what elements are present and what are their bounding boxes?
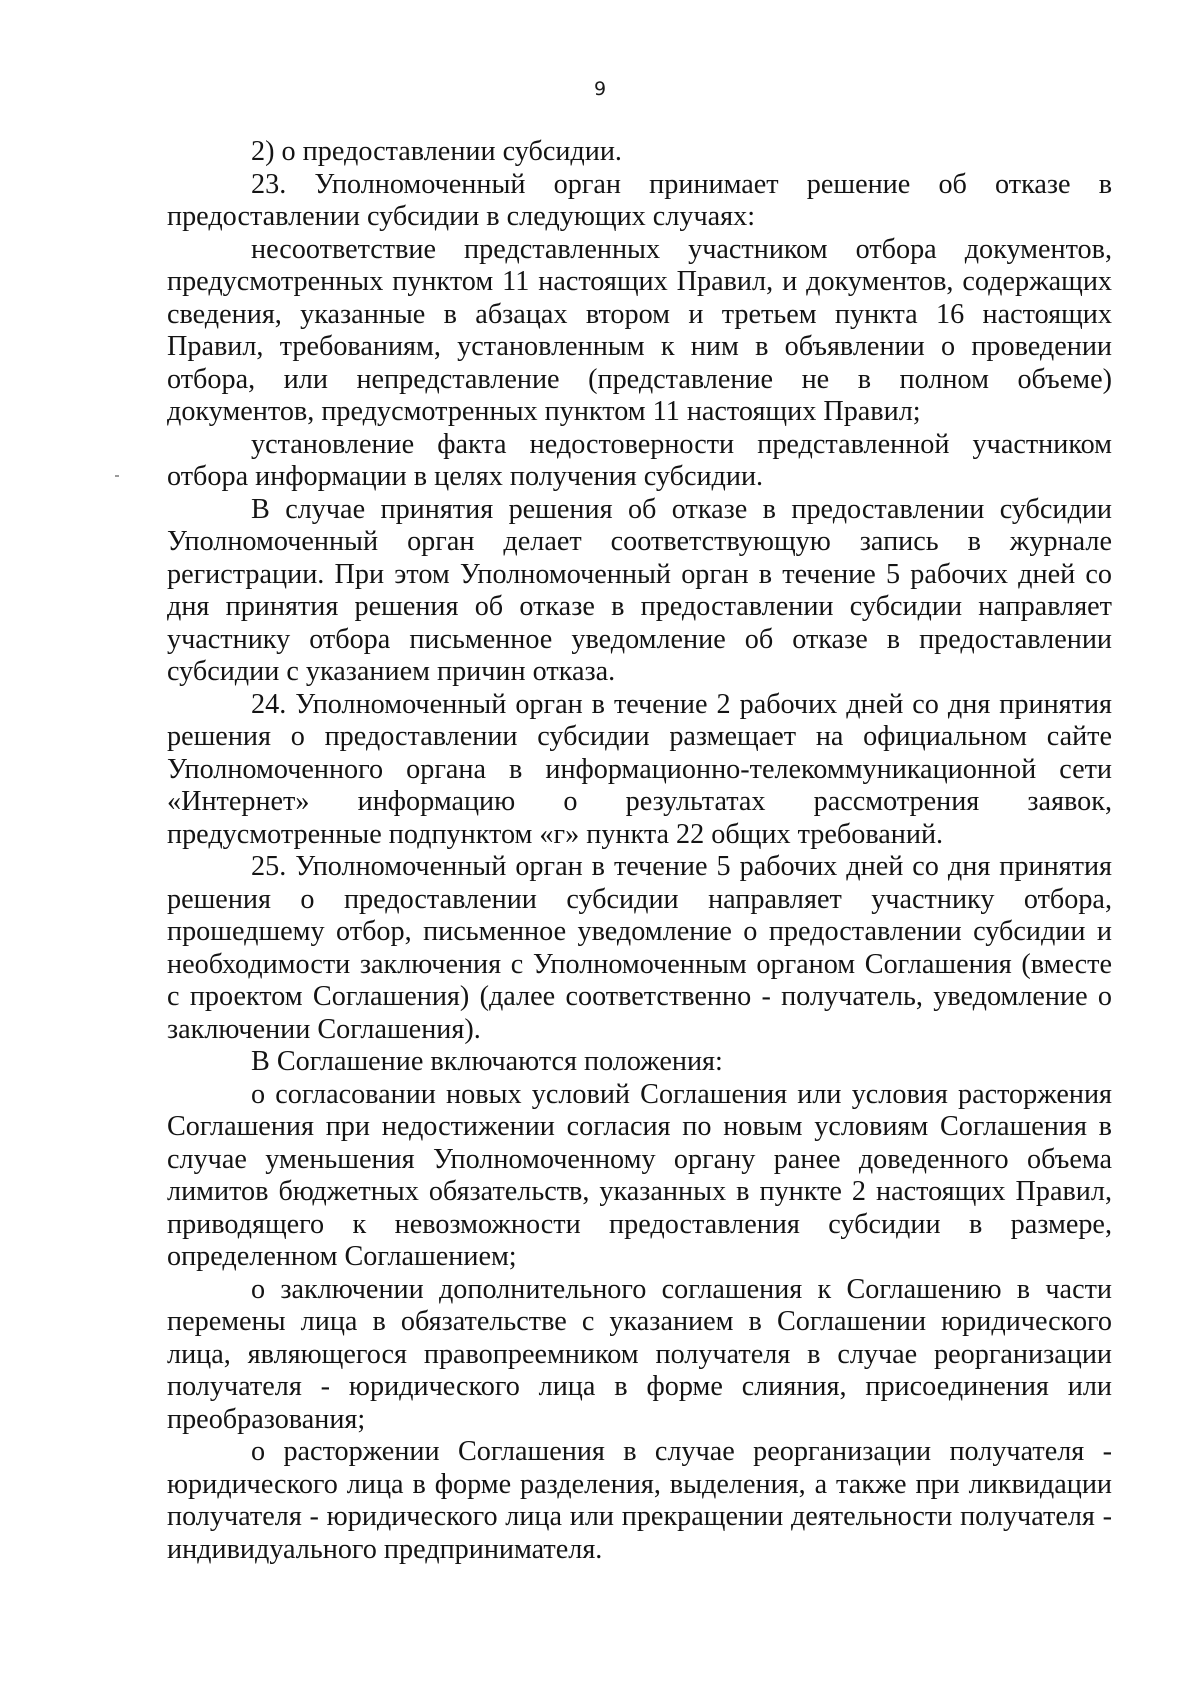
page-number: 9: [593, 78, 607, 100]
paragraph-24: 24. Уполномоченный орган в течение 2 рабочих дней со дня принятия решения о предоставлении субсидии размещает на официальном сайте Уполномоченного органа в информационно-телекоммуникационной сети «Интернет» информацию о результатах рассмотрения заявок, предусмотренные подпунктом «г» пункта 22 общих требований.: [167, 688, 1112, 850]
paragraph-subitem-2: 2) о предоставлении субсидии.: [251, 136, 622, 167]
paragraph-25-provision-termination: о расторжении Соглашения в случае реорганизации получателя - юридического лица в форме разделения, выделения, а также при ликвидации получателя - юридического лица или прекращении деятельности получателя - индивидуального предпринимателя.: [167, 1436, 1112, 1565]
paragraph-25-provisions-intro: В Соглашение включаются положения:: [251, 1046, 723, 1077]
paragraph-25: 25. Уполномоченный орган в течение 5 рабочих дней со дня принятия решения о предоставлении субсидии направляет участнику отбора, прошедшему отбор, письменное уведомление о предоставлении субсидии и необходимости заключения с Уполномоченным органом Соглашения (вместе с проектом Соглашения) (далее соответственно - получатель, уведомление о заключении Соглашения).: [167, 851, 1112, 1045]
scan-mark: [115, 475, 119, 477]
paragraph-25-provision-new-conditions: о согласовании новых условий Соглашения или условия расторжения Соглашения при недостижении согласия по новым условиям Соглашения в случае уменьшения Уполномоченному органу ранее доведенного объема лимитов бюджетных обязательств, указанных в пункте 2 настоящих Правил, приводящего к невозможности предоставления субсидии в размере, определенном Соглашением;: [167, 1078, 1112, 1272]
paragraph-23-case-noncompliance: несоответствие представленных участником отбора документов, предусмотренных пунктом 11 настоящих Правил, и документов, содержащих сведения, указанные в абзацах втором и третьем пункта 16 настоящих Правил, требованиям, установленным к ним в объявлении о проведении отбора, или непредставление (представление не в полном объеме) документов, предусмотренных пунктом 11 настоящих Правил;: [167, 233, 1112, 427]
paragraph-23-refusal-procedure: В случае принятия решения об отказе в предоставлении субсидии Уполномоченный орган делает соответствующую запись в журнале регистрации. При этом Уполномоченный орган в течение 5 рабочих дней со дня принятия решения об отказе в предоставлении субсидии направляет участнику отбора письменное уведомление об отказе в предоставлении субсидии с указанием причин отказа.: [167, 493, 1112, 687]
document-body: [167, 136, 1112, 1566]
paragraph-25-provision-additional-agreement: о заключении дополнительного соглашения к Соглашению в части перемены лица в обязательстве с указанием в Соглашении юридического лица, являющегося правопреемником получателя в случае реорганизации получателя - юридического лица в форме слияния, присоединения или преобразования;: [167, 1273, 1112, 1435]
paragraph-23-case-false-info: установление факта недостоверности представленной участником отбора информации в целях получения субсидии.: [167, 428, 1112, 492]
paragraph-23: 23. Уполномоченный орган принимает решение об отказе в предоставлении субсидии в следующих случаях:: [167, 168, 1112, 232]
